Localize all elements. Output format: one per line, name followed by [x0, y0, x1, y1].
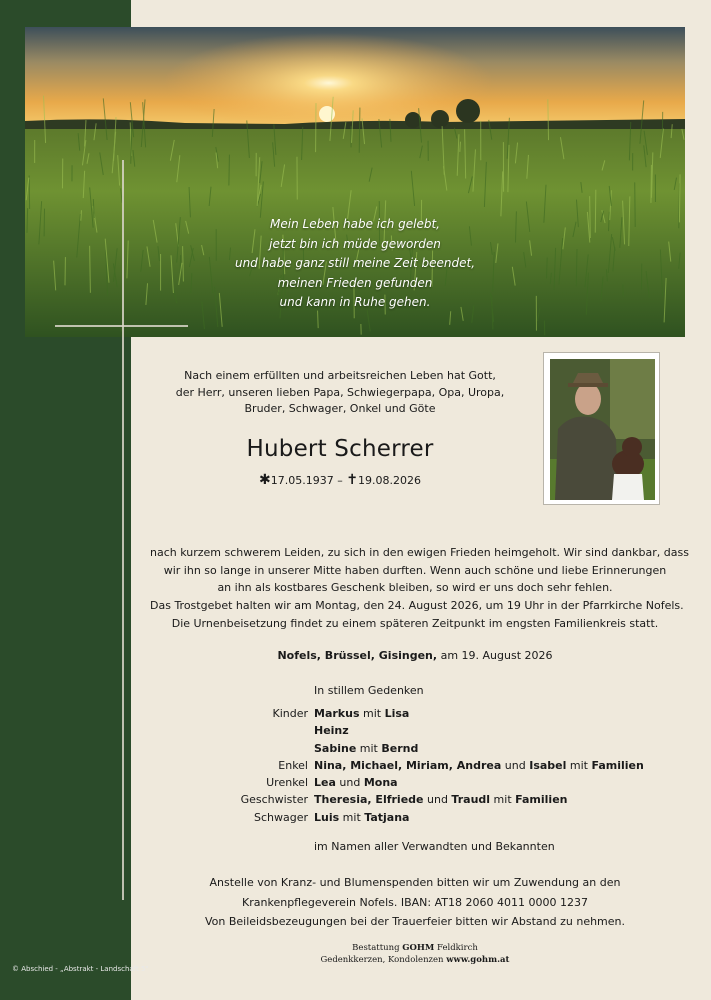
portrait-photo — [543, 352, 660, 505]
family-member-name: Heinz — [314, 724, 349, 738]
family-member-name: Familien — [591, 758, 644, 772]
death-cross-icon: ✝ — [346, 472, 358, 488]
family-list — [150, 707, 690, 828]
death-date: 19.08.2026 — [357, 474, 421, 487]
deceased-name: Hubert Scherrer — [246, 436, 434, 462]
family-names — [314, 724, 349, 737]
family-member-name: Markus — [314, 707, 360, 720]
family-member-name: Sabine — [314, 741, 357, 755]
funeral-home-line: Gedenkkerzen, Kondolenzen www.gohm.at — [320, 955, 510, 965]
family-member-name: Theresia, Elfriede — [314, 793, 424, 807]
relation-label: Urenkel — [266, 776, 308, 790]
cross-vertical-line — [122, 160, 124, 900]
family-names — [314, 811, 409, 824]
family-names — [314, 776, 398, 789]
family-names — [314, 793, 567, 806]
announcement-text — [150, 544, 689, 633]
relation-label: Schwager — [253, 810, 308, 824]
intro-line: Bruder, Schwager, Onkel und Göte — [244, 402, 436, 415]
announcement-line: nach kurzem schwerem Leiden, zu sich in den ewigen Frieden heimgeholt. Wir sind dankbar, dass — [150, 546, 689, 559]
family-row — [150, 759, 690, 776]
connector-text: und — [423, 793, 452, 807]
funeral-home-line: Bestattung GOHM Feldkirch — [352, 943, 478, 953]
donation-notice — [150, 873, 680, 932]
family-row — [150, 811, 690, 828]
connector-text: mit — [356, 741, 382, 755]
family-member-name: Lisa — [384, 707, 410, 720]
donation-line: Anstelle von Kranz- und Blumenspenden bitten wir um Zuwendung an den — [209, 876, 621, 889]
cross-horizontal-line — [55, 325, 188, 327]
donation-line: Krankenpflegeverein Nofels. IBAN: AT18 2060 4011 0000 1237 — [242, 895, 588, 909]
family-row — [150, 724, 690, 741]
relation-label: Kinder — [272, 707, 308, 720]
poem-line: Mein Leben habe ich gelebt, — [270, 217, 440, 231]
birth-date: 17.05.1937 – — [270, 474, 343, 487]
connector-text: mit — [359, 707, 385, 720]
relation-label: Geschwister — [240, 793, 308, 807]
family-member-name: Luis — [314, 810, 340, 824]
family-member-name: Isabel — [529, 758, 567, 772]
funeral-home-info — [250, 942, 580, 966]
family-row — [150, 742, 690, 759]
poem-line: meinen Frieden gefunden — [277, 275, 433, 290]
image-credit: © Abschied - „Abstrakt - Landschaft 5" — [12, 965, 149, 973]
announcement-line: Die Urnenbeisetzung findet zu einem späteren Zeitpunkt im engsten Familienkreis statt. — [171, 616, 659, 630]
intro-line: der Herr, unseren lieben Papa, Schwiegerpapa, Opa, Uropa, — [175, 385, 505, 399]
family-names — [314, 759, 644, 772]
family-member-name: Nina, Michael, Miriam, Andrea — [314, 758, 502, 772]
intro-line: Nach einem erfüllten und arbeitsreichen Leben hat Gott, — [184, 369, 496, 382]
family-member-name: Mona — [363, 776, 398, 790]
connector-text: und — [335, 776, 364, 790]
family-row — [150, 707, 690, 724]
family-member-name: Tatjana — [364, 810, 410, 824]
connector-text: mit — [490, 793, 516, 807]
family-names — [314, 742, 418, 755]
connector-text: mit — [339, 810, 365, 824]
birth-star-icon: ✱ — [259, 472, 271, 488]
announcement-date: am 19. August 2026 — [440, 649, 553, 662]
connector-text: und — [501, 758, 530, 772]
announcement-line: an ihn als kostbares Geschenk bleiben, so wird er uns doch sehr fehlen. — [217, 581, 613, 595]
family-row — [150, 776, 690, 793]
relation-label: Enkel — [278, 758, 308, 772]
announcement-line: Das Trostgebet halten wir am Montag, den 24. August 2026, um 19 Uhr in der Pfarrkirche Nofels. — [150, 599, 684, 613]
family-names — [314, 707, 409, 720]
place-and-date — [150, 649, 680, 662]
family-member-name: Lea — [314, 776, 336, 790]
family-row — [150, 793, 690, 810]
announcement-line: wir ihn so lange in unserer Mitte haben durften. Wenn auch schöne und liebe Erinnerungen — [163, 563, 667, 577]
family-member-name: Familien — [515, 793, 568, 807]
intro-text — [165, 368, 515, 418]
in-memory-heading: In stillem Gedenken — [314, 684, 424, 697]
website-link[interactable]: www.gohm.at — [446, 955, 510, 965]
connector-text: mit — [566, 758, 592, 772]
locations: Nofels, Brüssel, Gisingen, — [277, 649, 438, 662]
family-member-name: Traudl — [451, 793, 491, 807]
relatives-line: im Namen aller Verwandten und Bekannten — [314, 840, 555, 853]
poem-line: und kann in Ruhe gehen. — [279, 295, 431, 309]
poem-line: und habe ganz still meine Zeit beendet, — [234, 256, 476, 270]
poem — [195, 215, 515, 313]
poem-line: jetzt bin ich müde geworden — [269, 236, 441, 251]
donation-line: Von Beileidsbezeugungen bei der Trauerfeier bitten wir Abstand zu nehmen. — [204, 915, 626, 928]
life-dates — [200, 472, 480, 488]
family-member-name: Bernd — [381, 741, 419, 755]
